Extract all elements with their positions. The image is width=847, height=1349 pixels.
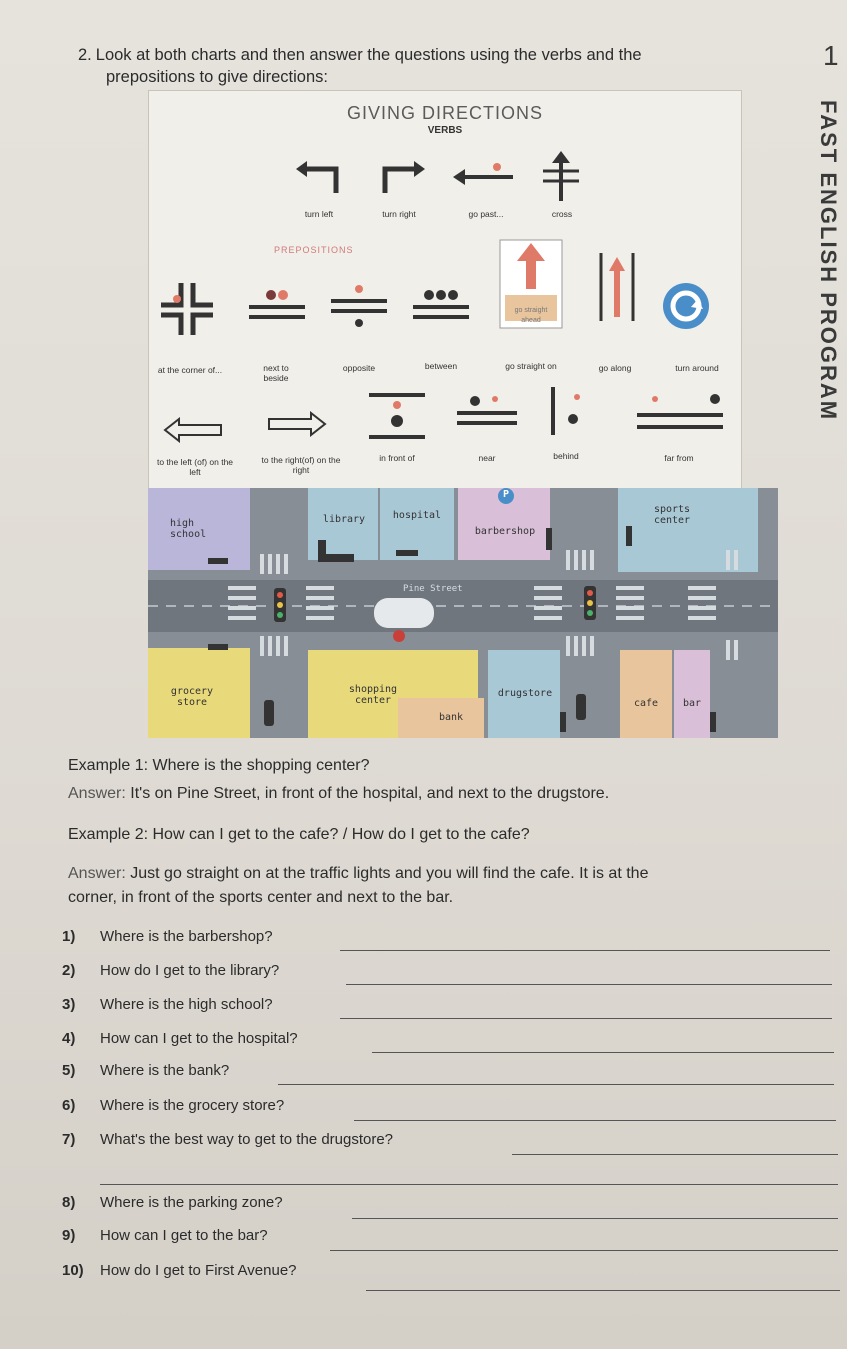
verb-label: turn right [382,209,416,219]
question-number: 1) [62,928,76,945]
question-text: Where is the high school? [100,996,273,1013]
in-front-of-icon [367,391,427,441]
preposition-label: to the left (of) on the left [156,457,234,477]
instruction [78,44,768,88]
answer-label: Answer: [68,785,126,802]
example-1-label: Example 1: [68,757,149,774]
go-past-icon [449,157,519,197]
question-number: 9) [62,1227,76,1244]
answer-label: Answer: [68,865,126,882]
corner-icon [159,281,215,337]
opposite-icon [329,281,389,331]
example-2-label: Example 2: [68,826,149,843]
turn-left-icon [294,157,344,197]
behind-icon [547,385,597,437]
answer-line[interactable] [278,1084,834,1085]
place-label: cafe [633,698,659,709]
answer-line[interactable] [352,1218,838,1219]
question-number: 6) [62,1097,76,1114]
answer-line[interactable] [340,950,830,951]
instruction-line-2: prepositions to give directions: [106,68,328,86]
street-name: Pine Street [403,584,463,594]
cross-icon [539,149,583,203]
example-2-answer [68,862,818,910]
question-text: How do I get to First Avenue? [100,1262,297,1279]
place-label: grocery store [170,686,214,708]
chart-title: GIVING DIRECTIONS [346,103,543,123]
question-item [62,1194,283,1211]
place-label: bank [438,712,464,723]
question-item [62,1131,393,1148]
question-text: How can I get to the bar? [100,1227,268,1244]
example-1-text: Where is the shopping center? [152,757,370,774]
answer-line[interactable] [330,1250,838,1251]
verbs-heading: VERBS [427,125,463,136]
go-along-icon [597,251,637,323]
far-from-icon [635,391,725,435]
instruction-line-1: Look at both charts and then answer the questions using the verbs and the [95,46,642,64]
place-label: hospital [392,510,442,521]
answer-line[interactable] [354,1120,836,1121]
place-label: barbershop [474,526,536,537]
place-label: drugstore [497,688,553,699]
question-number: 2) [62,962,76,979]
left-arrow-icon [163,417,223,443]
answer-text: It's on Pine Street, in front of the hospital, and next to the drugstore. [130,785,610,802]
preposition-label: near [478,453,496,463]
preposition-label: far from [664,453,694,463]
page-marker: 1 [823,40,839,71]
verb-label: cross [551,209,573,219]
question-text: How can I get to the hospital? [100,1030,298,1047]
answer-line[interactable] [512,1154,838,1155]
preposition-label: go along [598,363,632,373]
example-2-question [68,826,530,844]
preposition-label: turn around [675,363,719,373]
preposition-label: go straight on [505,361,557,371]
question-item [62,1062,229,1079]
preposition-label: in front of [379,453,415,463]
side-tab [816,40,847,422]
question-number: 8) [62,1194,76,1211]
town-map [148,488,778,738]
parking-sign: P [502,489,510,500]
question-text: Where is the grocery store? [100,1097,285,1114]
preposition-label: between [424,361,458,371]
example-2-text: How can I get to the cafe? / How do I get to the cafe? [152,826,530,843]
question-item [62,928,273,945]
go-straight-ahead-label: go straight ahead [514,307,548,324]
answer-text-line-1: Just go straight on at the traffic lights and you will find the cafe. It is at the [130,865,649,882]
next-to-icon [247,285,307,325]
question-text: What's the best way to get to the drugstore? [100,1131,394,1148]
side-tab-label: FAST ENGLISH PROGRAM [816,100,841,422]
turn-right-icon [377,157,427,197]
preposition-label: behind [553,451,579,461]
turn-around-icon [661,281,711,331]
place-label: library [322,514,366,525]
question-number: 4) [62,1030,76,1047]
question-number: 5) [62,1062,76,1079]
directions-chart [148,90,742,490]
example-1-answer [68,785,609,803]
question-item [62,1097,284,1114]
place-label: high school [170,518,207,540]
preposition-label: next to beside [263,363,289,383]
answer-line[interactable] [100,1184,838,1185]
preposition-label: at the corner of... [157,365,223,375]
preposition-label: to the right(of) on the right [261,455,341,475]
question-text: How do I get to the library? [100,962,280,979]
question-text: Where is the bank? [100,1062,230,1079]
answer-line[interactable] [346,984,832,985]
example-1-question [68,757,370,775]
prepositions-heading: PREPOSITIONS [274,245,354,255]
right-arrow-icon [267,411,327,437]
question-item [62,996,273,1013]
answer-line[interactable] [340,1018,832,1019]
question-number: 3) [62,996,76,1013]
question-text: Where is the barbershop? [100,928,273,945]
verb-label: turn left [304,209,334,219]
between-icon [411,285,471,325]
answer-line[interactable] [372,1052,834,1053]
place-label: sports center [653,504,691,526]
answer-line[interactable] [366,1290,840,1291]
question-number: 10) [62,1262,84,1279]
place-label: shopping center [348,684,398,706]
verb-label: go past... [468,209,504,219]
question-item [62,1227,268,1244]
instruction-number: 2. [78,46,92,64]
question-item [62,1262,297,1279]
question-text: Where is the parking zone? [100,1194,283,1211]
place-label: bar [682,698,702,709]
preposition-label: opposite [342,363,376,373]
near-icon [455,389,519,433]
question-item [62,962,279,979]
question-item [62,1030,298,1047]
question-number: 7) [62,1131,76,1148]
answer-text-line-2: corner, in front of the sports center and next to the bar. [68,889,454,906]
